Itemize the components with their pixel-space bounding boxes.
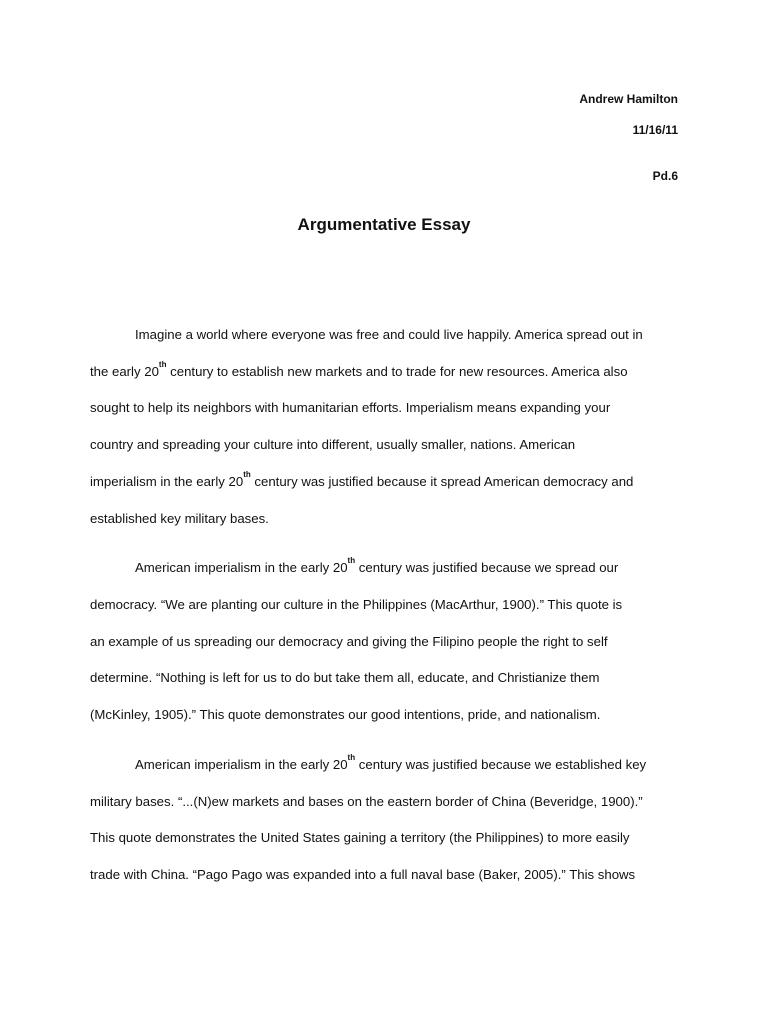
- body-line: an example of us spreading our democracy and giving the Filipino people the right to self: [90, 634, 608, 649]
- body-line: country and spreading your culture into different, usually smaller, nations. American: [90, 437, 576, 452]
- essay-title: Argumentative Essay: [297, 215, 471, 234]
- class-period: Pd.6: [652, 169, 678, 183]
- author-name: Andrew Hamilton: [579, 92, 678, 106]
- body-line: American imperialism in the early 20th century was justified because we spread our: [135, 556, 619, 575]
- body-line: imperialism in the early 20th century was justified because it spread American democracy and: [90, 470, 634, 489]
- body-line: sought to help its neighbors with humanitarian efforts. Imperialism means expanding your: [90, 400, 611, 415]
- body-line: Imagine a world where everyone was free and could live happily. America spread out in: [135, 327, 643, 342]
- body-line: trade with China. “Pago Pago was expanded into a full naval base (Baker, 2005).” This shows: [90, 867, 636, 882]
- body-line: established key military bases.: [90, 511, 269, 526]
- body-line: American imperialism in the early 20th century was justified because we established key: [135, 753, 647, 772]
- body-line: This quote demonstrates the United States gaining a territory (the Philippines) to more easily: [90, 830, 630, 845]
- body-line: the early 20th century to establish new markets and to trade for new resources. America also: [90, 360, 628, 379]
- body-line: determine. “Nothing is left for us to do but take them all, educate, and Christianize them: [90, 670, 600, 685]
- body-line: democracy. “We are planting our culture in the Philippines (MacArthur, 1900).” This quote is: [90, 597, 623, 612]
- body-line: military bases. “...(N)ew markets and bases on the eastern border of China (Beveridge, 1900).”: [90, 794, 643, 809]
- body-line: (McKinley, 1905).” This quote demonstrates our good intentions, pride, and nationalism.: [90, 707, 601, 722]
- essay-date: 11/16/11: [632, 123, 678, 137]
